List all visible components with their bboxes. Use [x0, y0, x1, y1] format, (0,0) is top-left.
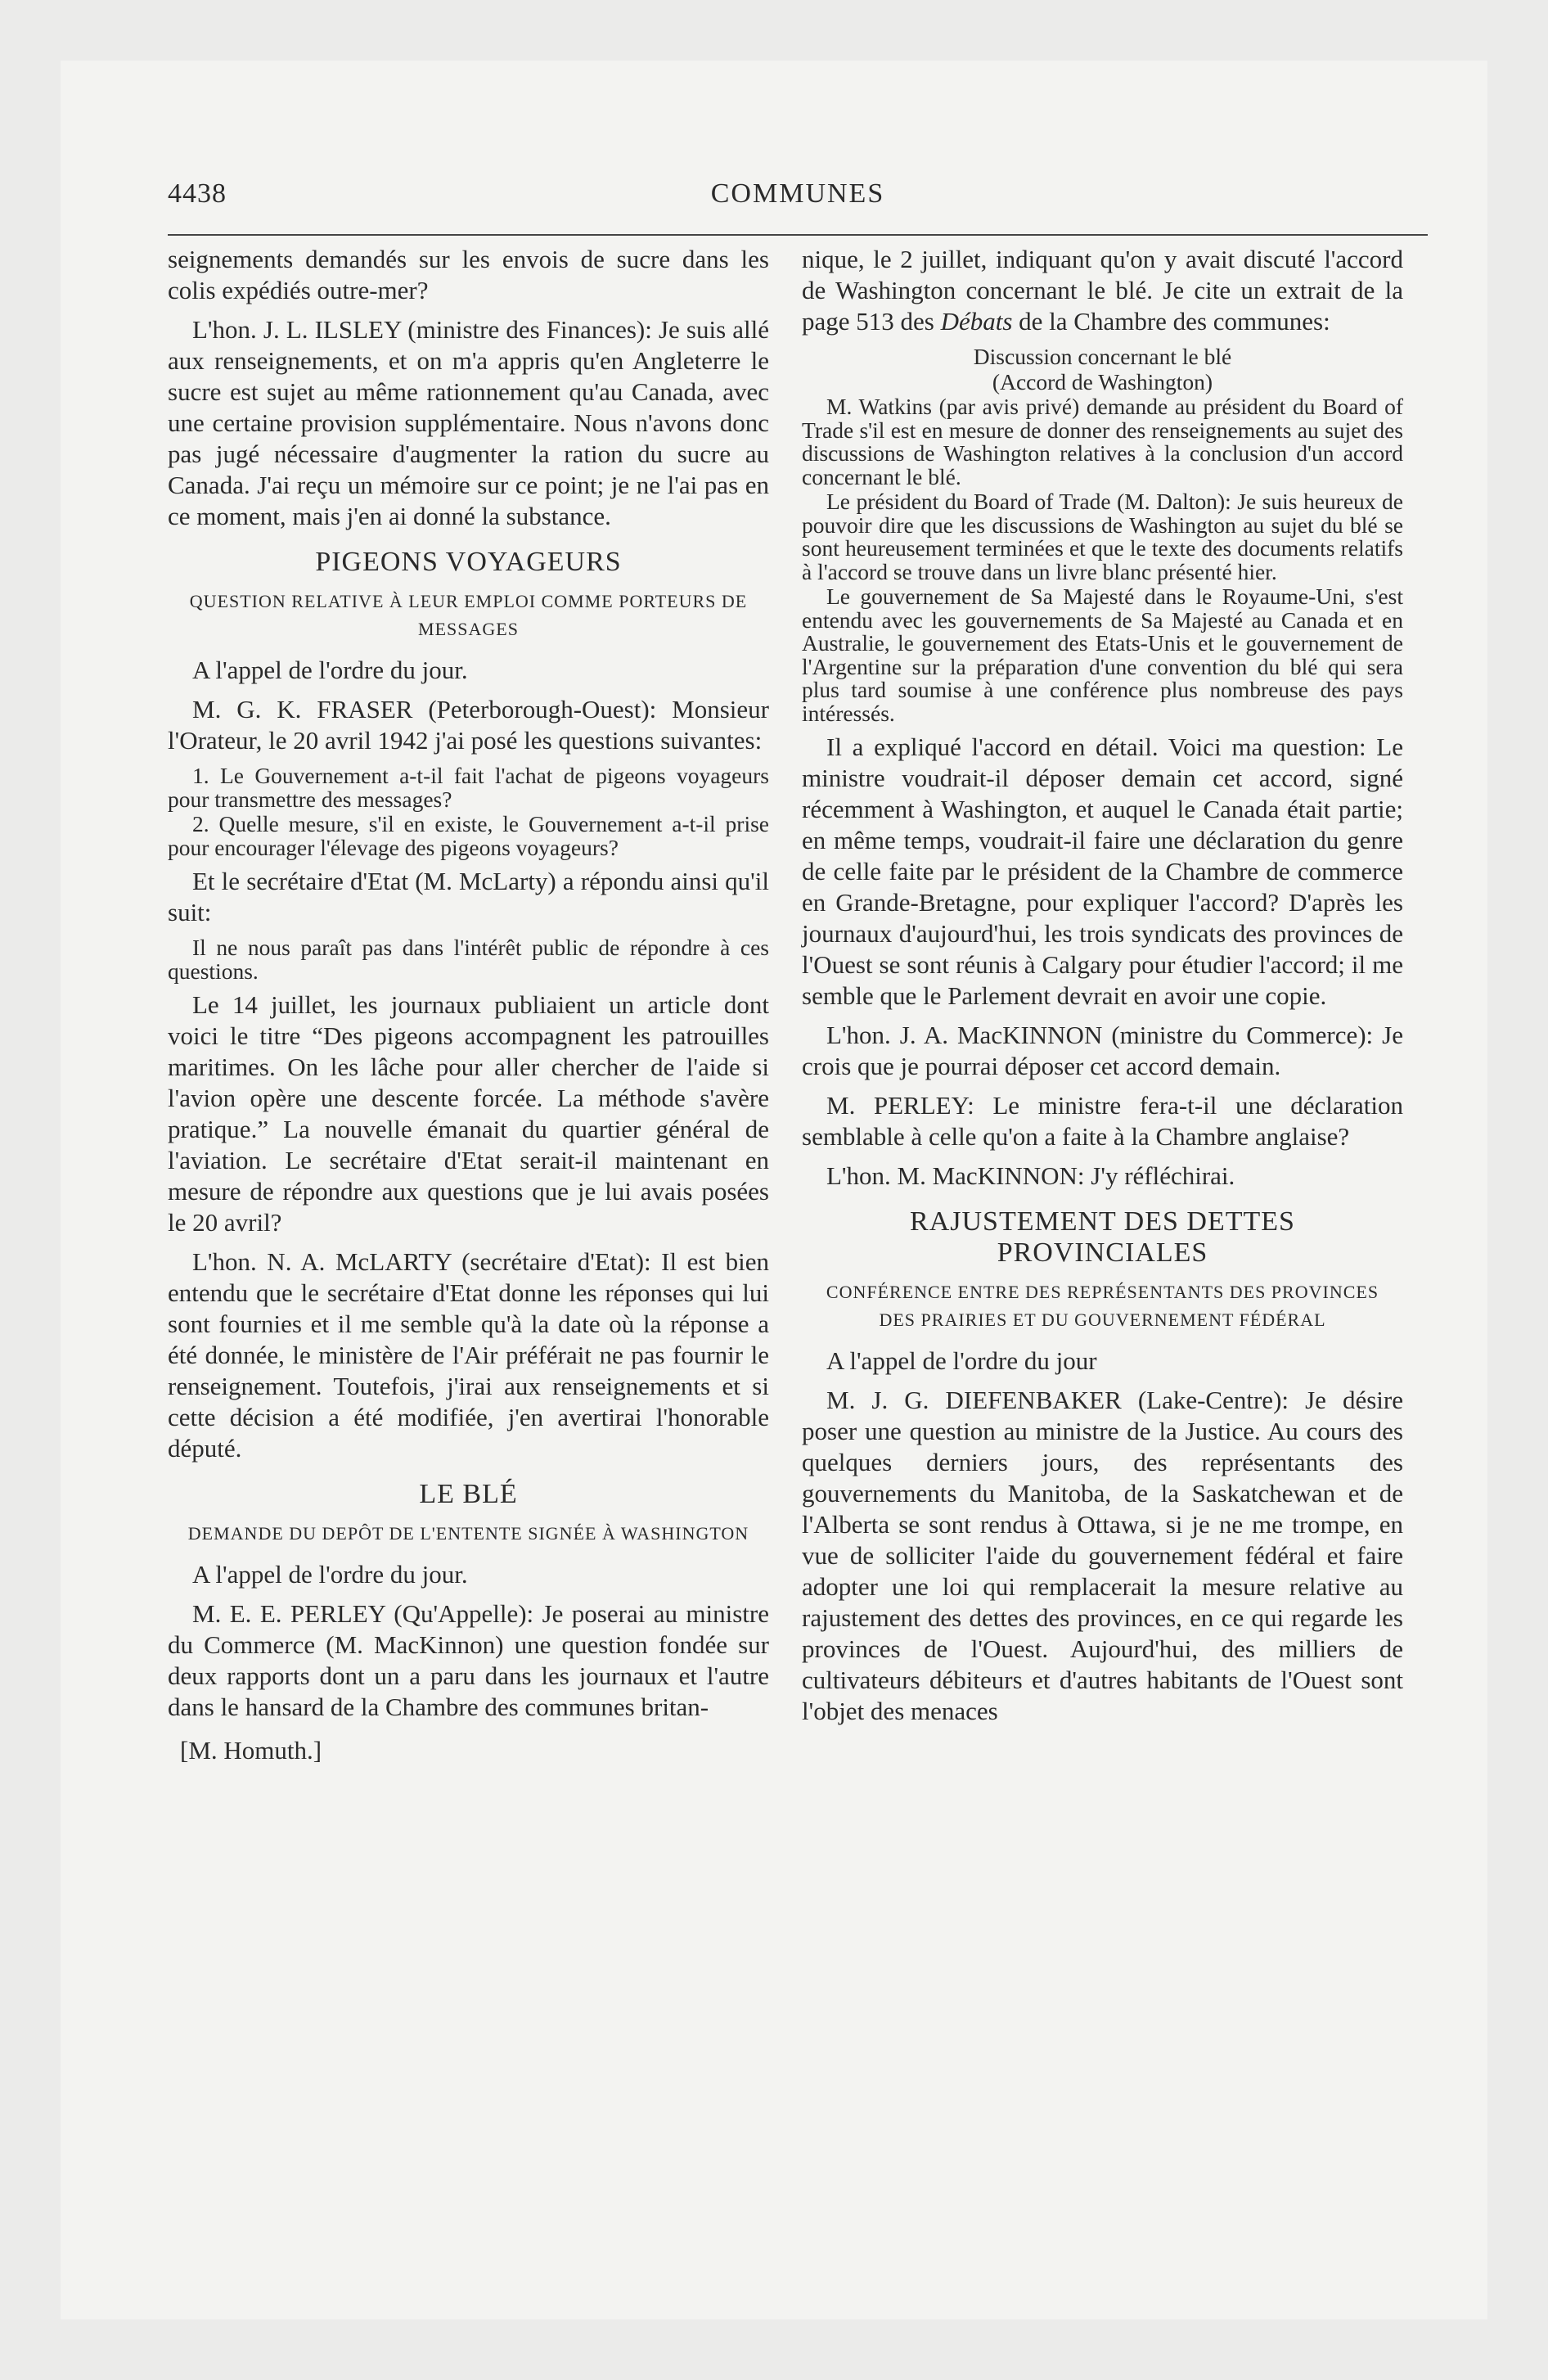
paragraph: M. E. E. PERLEY (Qu'Appelle): Je poserai au ministre du Commerce (M. MacKinnon) une question fondée sur deux rapports dont un a paru dans les journaux et l'autre dans le hansard de la Chambre des communes britan- — [168, 1599, 769, 1721]
paragraph: L'hon. M. MacKINNON: J'y réfléchirai. — [826, 1161, 1235, 1190]
section-heading-ble: LE BLÉ — [419, 1479, 518, 1509]
paragraph: seignements demandés sur les envois de sucre dans les colis expédiés outre-mer? — [168, 245, 769, 304]
left-column — [168, 244, 769, 1765]
page-number: 4438 — [168, 178, 227, 209]
paragraph: A l'appel de l'ordre du jour. — [192, 656, 468, 684]
page-header — [168, 178, 1428, 211]
page-title: COMMUNES — [710, 178, 885, 209]
quoted-text: M. Watkins (par avis privé) demande au président du Board of Trade s'il est en mesure de donner des renseignements au sujet des discussions de Washington relatives à la conclusion d'un accord concernant le blé. — [802, 394, 1403, 489]
paragraph: L'hon. N. A. McLARTY (secrétaire d'Etat): Il est bien entendu que le secrétaire d'Etat donne les réponses qui lui sont fournies et il me semble qu'à la date où la réponse a été donnée, le ministère de l'Air préférait ne pas fournir le renseignement. Toutefois, j'irai aux renseignements et si cette décision a été modifiée, j'en avertirai l'honorable député. — [168, 1247, 769, 1463]
paragraph: A l'appel de l'ordre du jour. — [192, 1560, 468, 1589]
quoted-text: Le gouvernement de Sa Majesté dans le Royaume-Uni, s'est entendu avec les gouvernements de Sa Majesté au Canada et en Australie, le gouvernement des Etats-Unis et le gouvernement de l'Argentine sur la préparation d'une convention du blé qui sera plus tard soumise à une conférence plus nombreuse des pays intéressés. — [802, 584, 1403, 726]
paragraph: Et le secrétaire d'Etat (M. McLarty) a répondu ainsi qu'il suit: — [168, 867, 769, 926]
speaker-signature: [M. Homuth.] — [180, 1736, 322, 1765]
quoted-answer: Il ne nous paraît pas dans l'intérêt public de répondre à ces questions. — [168, 935, 769, 984]
header-rule — [168, 234, 1428, 236]
quoted-heading: (Accord de Washington) — [992, 368, 1213, 394]
right-column — [802, 244, 1403, 1735]
section-heading-rajustement: RAJUSTEMENT DES DETTES PROVINCIALES — [910, 1206, 1295, 1268]
text-run: de la Chambre des communes: — [1012, 307, 1330, 336]
quoted-heading: Discussion concernant le blé — [973, 344, 1232, 369]
paragraph: M. G. K. FRASER (Peterborough-Ouest): Monsieur l'Orateur, le 20 avril 1942 j'ai posé les questions suivantes: — [168, 695, 769, 755]
paragraph: M. PERLEY: Le ministre fera-t-il une déclaration semblable à celle qu'on a faite à la Chambre anglaise? — [802, 1091, 1403, 1151]
paragraph: Le 14 juillet, les journaux publiaient un article dont voici le titre “Des pigeons accompagnent les patrouilles maritimes. On les lâche pour aller chercher de l'aide si l'avion opère une descente forcée. La méthode s'avère pratique.” La nouvelle émanait du quartier général de l'aviation. Le secrétaire d'Etat serait-il maintenant en mesure de répondre aux questions que je lui avais posées le 20 avril? — [168, 990, 769, 1237]
paragraph: Il a expliqué l'accord en détail. Voici ma question: Le ministre voudrait-il déposer demain cet accord, signé récemment à Washington, et auquel le Canada était partie; en même temps, voudrait-il faire une déclaration du genre de celle faite par le président de la Chambre de commerce en Grande-Bretagne, pour expliquer l'accord? D'après les journaux d'aujourd'hui, les trois syndicats des provinces de l'Ouest se sont réunis à Calgary pour étudier l'accord; il me semble que le Parlement devrait en avoir une copie. — [802, 732, 1403, 1010]
paragraph: L'hon. J. A. MacKINNON (ministre du Commerce): Je crois que je pourrai déposer cet accord demain. — [802, 1021, 1403, 1080]
paragraph: A l'appel de l'ordre du jour — [826, 1346, 1097, 1375]
section-subheading: QUESTION RELATIVE À LEUR EMPLOI COMME PORTEURS DE MESSAGES — [189, 591, 748, 639]
paragraph: L'hon. J. L. ILSLEY (ministre des Finances): Je suis allé aux renseignements, et on m'a appris qu'en Angleterre le sucre est sujet au même rationnement qu'au Canada, avec une certaine provision supplémentaire. Nous n'avons donc pas jugé nécessaire d'augmenter la ration du sucre au Canada. J'ai reçu un mémoire sur ce point; je ne l'ai pas en ce moment, mais j'en ai donné la substance. — [168, 315, 769, 530]
section-subheading: CONFÉRENCE ENTRE DES REPRÉSENTANTS DES PROVINCES DES PRAIRIES ET DU GOUVERNEMENT FÉDÉRAL — [826, 1282, 1379, 1330]
quoted-text: Le président du Board of Trade (M. Dalton): Je suis heureux de pouvoir dire que les discussions de Washington au sujet du blé se sont heureusement terminées et que le texte des documents relatifs à l'accord se trouve dans un livre blanc présenté hier. — [802, 489, 1403, 584]
section-subheading: DEMANDE DU DEPÔT DE L'ENTENTE SIGNÉE À WASHINGTON — [187, 1523, 749, 1544]
section-heading-pigeons: PIGEONS VOYAGEURS — [315, 547, 622, 577]
text-run: nique, le 2 juillet, indiquant qu'on y avait discuté l'accord de Washington concernant le blé. Je cite un extrait de la page 513 des — [802, 245, 1403, 336]
italic-title: Débats — [940, 307, 1013, 336]
quoted-question: 1. Le Gouvernement a-t-il fait l'achat de pigeons voyageurs pour transmettre des messages? — [168, 763, 769, 812]
paragraph: M. J. G. DIEFENBAKER (Lake-Centre): Je désire poser une question au ministre de la Justice. Au cours des quelques derniers jours, des représentants des gouvernements du Manitoba, de la Saskatchewan et de l'Alberta se sont rendus à Ottawa, si je ne me trompe, en vue de solliciter l'aide du gouvernement fédéral et faire adopter une loi qui remplacerait la mesure relative au rajustement des dettes des provinces, en ce qui regarde les provinces de l'Ouest. Aujourd'hui, des milliers de cultivateurs débiteurs et d'autres habitants de l'Ouest sont l'objet des menaces — [802, 1386, 1403, 1725]
quoted-question: 2. Quelle mesure, s'il en existe, le Gouvernement a-t-il prise pour encourager l'élevage des pigeons voyageurs? — [168, 811, 769, 860]
paragraph — [802, 244, 1403, 337]
